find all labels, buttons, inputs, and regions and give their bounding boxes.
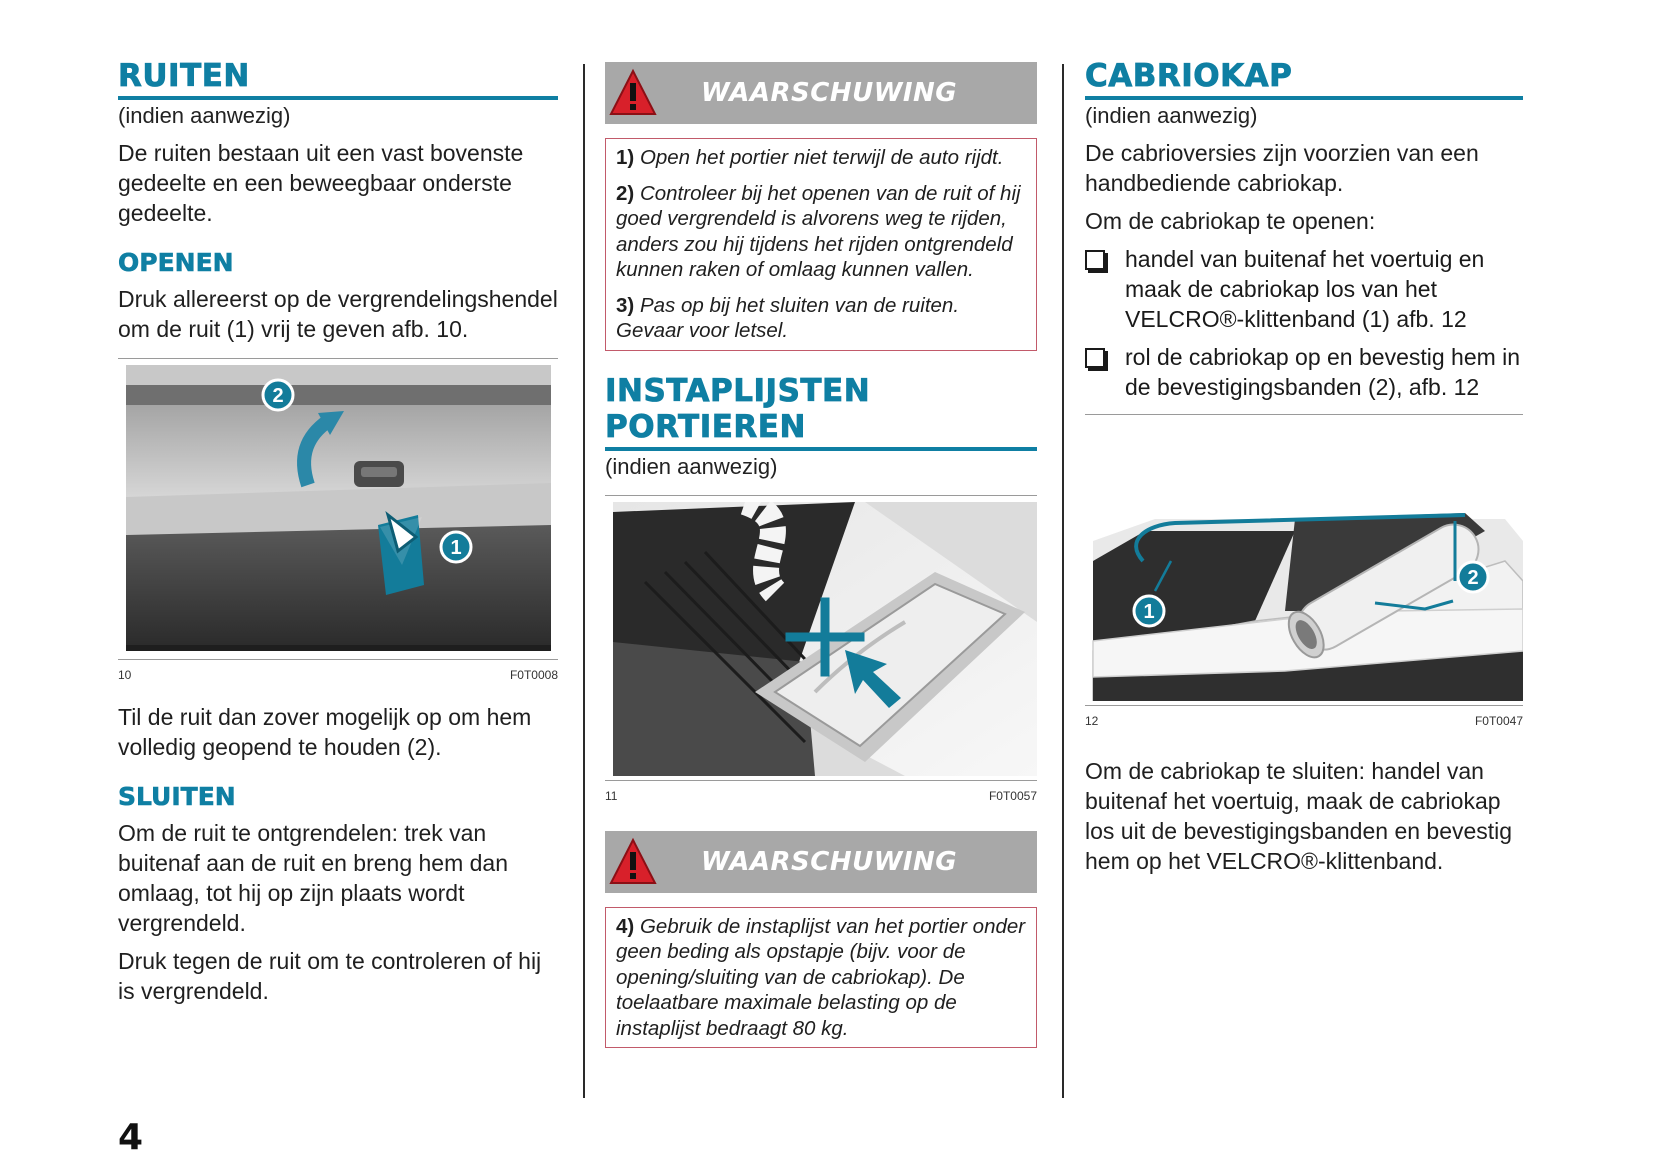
section-title-ruiten: RUITEN	[118, 58, 558, 100]
open-intro-text: Om de cabriokap te openen:	[1085, 208, 1376, 234]
intro-text: De cabrioversies zijn voorzien van een handbediende cabriokap.	[1085, 140, 1479, 196]
close-text-2: Druk tegen de ruit om te controleren of hij is vergrendeld.	[118, 948, 542, 1004]
checkbox-bullet-icon	[1085, 250, 1105, 270]
close-text-1: Om de ruit te ontgrendelen: trek van buitenaf aan de ruit en breng hem dan omlaag, tot hij op zijn plaats wordt vergrendeld.	[118, 820, 509, 936]
figure-caption	[118, 659, 558, 682]
figure-code: F0T0008	[509, 668, 558, 682]
warning-box-1	[605, 138, 1037, 351]
availability-note: (indien aanwezig)	[118, 103, 291, 128]
list-item: handel van buitenaf het voertuig en maak de cabriokap los van het VELCRO®-klittenband (1) afb. 12	[1085, 244, 1523, 334]
section-title-portieren: PORTIEREN	[605, 409, 1037, 451]
callout-1: 1	[450, 537, 462, 559]
subtitle-openen: OPENEN	[118, 248, 234, 277]
figure-number: 11	[605, 788, 618, 803]
figure-number: 10	[118, 668, 132, 682]
warning-header-1	[605, 62, 1037, 124]
column-divider-left	[583, 64, 585, 1098]
checkbox-bullet-icon	[1085, 348, 1105, 368]
figure-caption	[605, 780, 1037, 803]
column-ruiten	[118, 58, 558, 1014]
section-title-instaplijsten: INSTAPLIJSTEN	[605, 372, 871, 409]
figure-caption	[1085, 705, 1523, 728]
list-item: rol de cabriokap op en bevestig hem in de bevestigingsbanden (2), afb. 12	[1085, 342, 1523, 402]
figure-code: F0T0057	[988, 788, 1037, 803]
availability-note: (indien aanwezig)	[605, 453, 778, 479]
callout-2: 2	[1467, 567, 1479, 589]
warning-triangle-icon	[609, 68, 657, 118]
column-instaplijsten	[605, 62, 1037, 1048]
figure-11	[605, 495, 1037, 803]
callout-1: 1	[1143, 601, 1155, 623]
figure-number: 12	[1085, 714, 1099, 728]
figure-12	[1085, 414, 1523, 728]
intro-text: De ruiten bestaan uit een vast bovenste gedeelte en een beweegbaar onderste gedeelte.	[118, 140, 524, 226]
page-number: 4	[118, 1117, 144, 1158]
steps-list	[1085, 244, 1523, 402]
warning-title: WAARSCHUWING	[701, 846, 958, 877]
figure-code: F0T0047	[1474, 714, 1523, 728]
warning-box-2	[605, 907, 1037, 1049]
figure-10	[118, 358, 558, 682]
column-cabriokap	[1085, 58, 1523, 884]
warning-item-1: 1) Open het portier niet terwijl de auto rijdt.	[616, 146, 1004, 169]
warning-item-3: 3) Pas op bij het sluiten van de ruiten. Gevaar voor letsel.	[616, 293, 960, 342]
availability-note: (indien aanwezig)	[1085, 103, 1258, 128]
after-figure-text: Til de ruit dan zover mogelijk op om hem volledig geopend te houden (2).	[118, 704, 532, 760]
close-text: Om de cabriokap te sluiten: handel van buitenaf het voertuig, maak de cabriokap los uit de bevestigingsbanden en bevestig hem op het VELCRO®-klittenband.	[1085, 758, 1513, 874]
warning-title: WAARSCHUWING	[701, 78, 958, 108]
warning-item-2: 2) Controleer bij het openen van de ruit of hij goed vergrendeld is alvorens weg te rijden, anders zou hij tijdens het rijden ontgrendeld kunnen raken of omlaag kunnen vallen.	[616, 181, 1021, 281]
cabrio-roof-illustration	[1085, 501, 1523, 701]
column-divider-right	[1062, 64, 1064, 1098]
open-text: Druk allereerst op de vergrendelingshendel om de ruit (1) vrij te geven afb. 10.	[118, 286, 558, 342]
warning-triangle-icon	[609, 837, 657, 887]
section-title-cabriokap: CABRIOKAP	[1085, 58, 1523, 100]
callout-2: 2	[272, 385, 284, 407]
subtitle-sluiten: SLUITEN	[118, 782, 236, 811]
door-sill-illustration	[605, 502, 1037, 776]
warning-header-2	[605, 831, 1037, 893]
window-latch-illustration	[118, 365, 558, 655]
warning-item-4: 4) Gebruik de instaplijst van het portier onder geen beding als opstapje (bijv. voor de opening/sluiting van de cabriokap). De toelaatbare maximale belasting op de instaplijst bedraagt 80 kg.	[616, 914, 1026, 1040]
